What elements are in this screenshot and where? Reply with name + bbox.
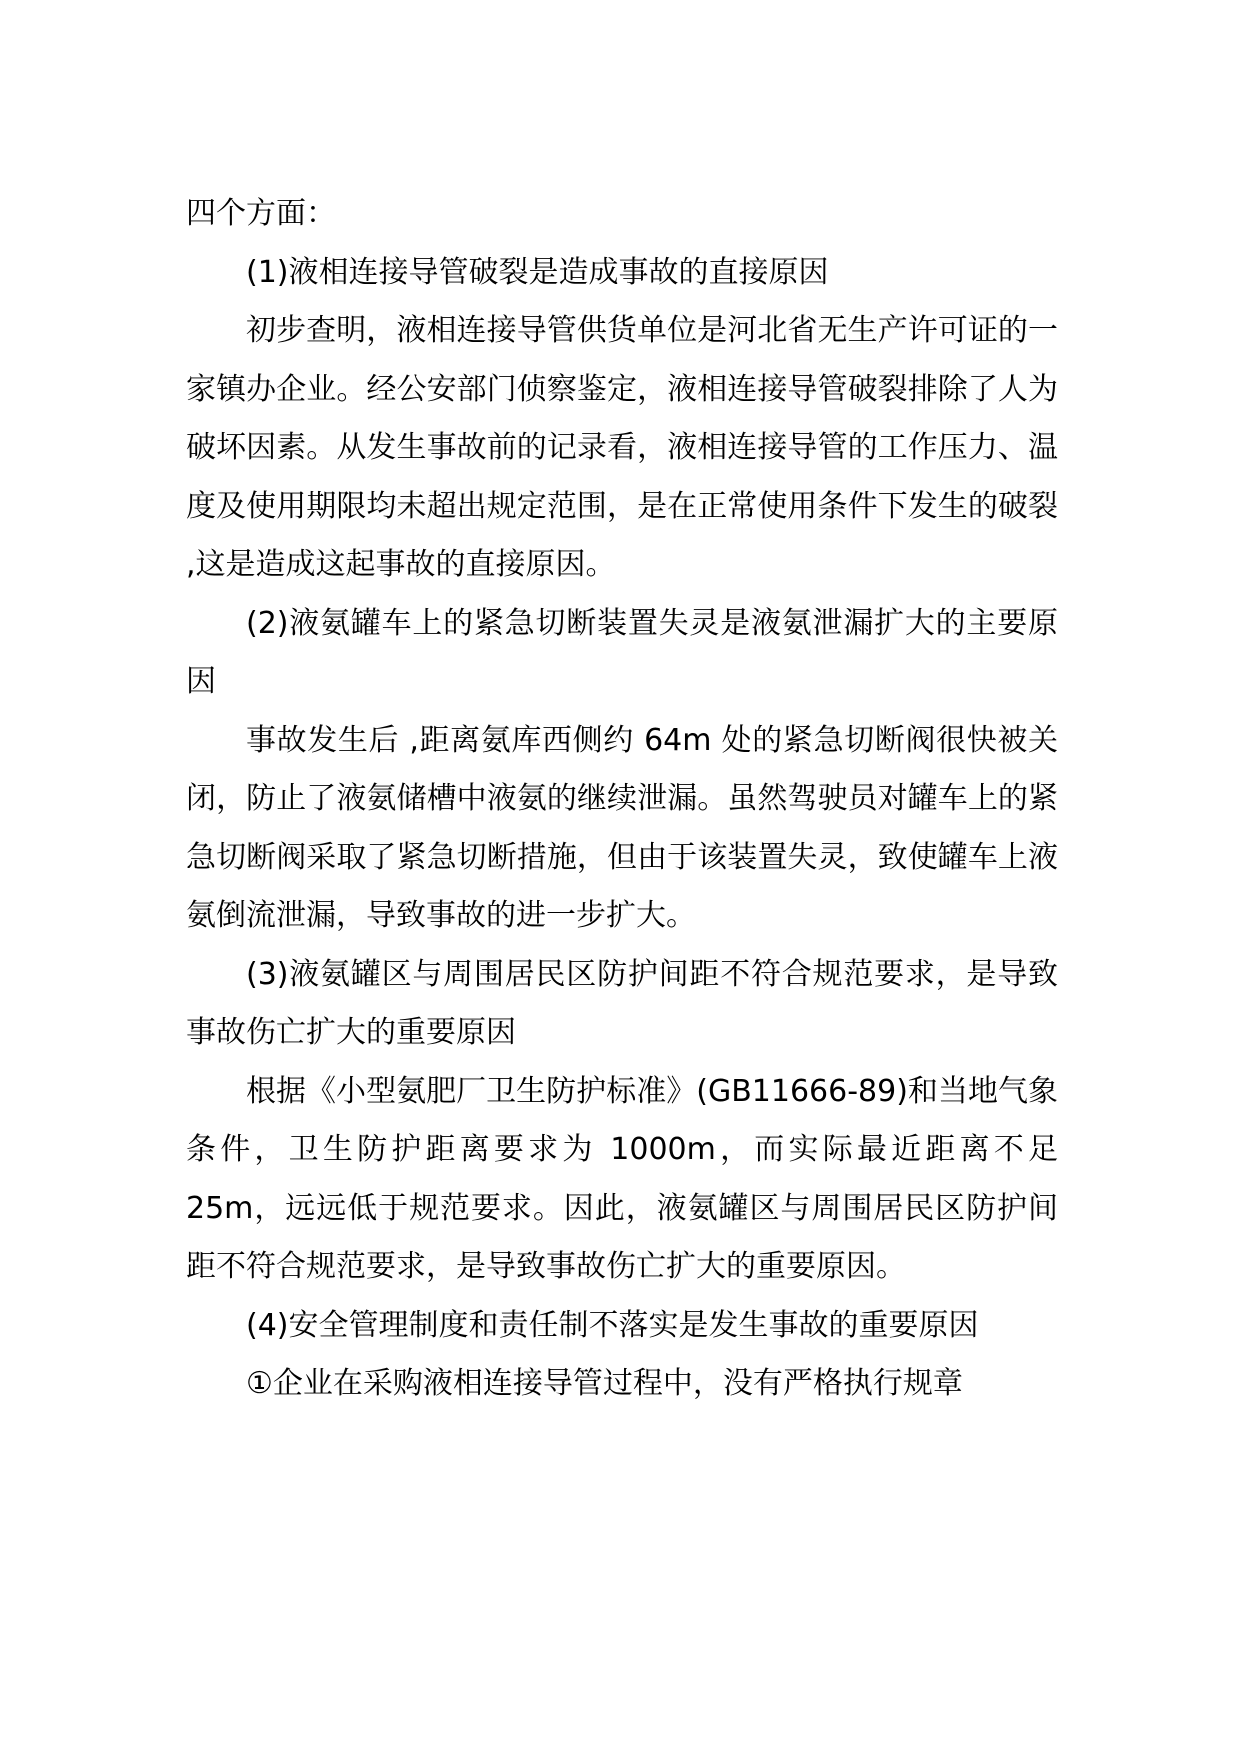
paragraph-intro: 四个方面： bbox=[186, 196, 336, 231]
document-page bbox=[186, 185, 1058, 1414]
heading-cause-4: (4)安全管理制度和责任制不落实是发生事故的重要原因 bbox=[246, 1307, 979, 1343]
paragraph-cause-1: 初步查明，液相连接导管供货单位是河北省无生产许可证的一家镇办企业。经公安部门侦察鉴定，液相连接导管破裂排除了人为破坏因素。从发生事故前的记录看，液相连接导管的工作压力、温度及使用期限均未超出规定范围，是在正常使用条件下发生的破裂 ,这是造成这起事故的直接原因。 bbox=[186, 313, 1058, 582]
paragraph-cause-4-item-1: ①企业在采购液相连接导管过程中，没有严格执行规章 bbox=[246, 1366, 963, 1401]
heading-cause-3: (3)液氨罐区与周围居民区防护间距不符合规范要求，是导致事故伤亡扩大的重要原因 bbox=[186, 956, 1058, 1050]
heading-cause-2: (2)液氨罐车上的紧急切断装置失灵是液氨泄漏扩大的主要原因 bbox=[186, 605, 1058, 699]
paragraph-cause-2: 事故发生后 ,距离氨库西侧约 64m 处的紧急切断阀很快被关闭，防止了液氨储槽中液氨的继续泄漏。虽然驾驶员对罐车上的紧急切断阀采取了紧急切断措施，但由于该装置失灵，致使罐车上液氨倒流泄漏，导致事故的进一步扩大。 bbox=[186, 722, 1058, 933]
paragraph-cause-3: 根据《小型氨肥厂卫生防护标准》(GB11666-89)和当地气象条件，卫生防护距离要求为 1000m，而实际最近距离不足 25m，远远低于规范要求。因此，液氨罐区与周围居民区防护间距不符合规范要求，是导致事故伤亡扩大的重要原因。 bbox=[186, 1073, 1058, 1284]
heading-cause-1: (1)液相连接导管破裂是造成事故的直接原因 bbox=[246, 254, 829, 290]
